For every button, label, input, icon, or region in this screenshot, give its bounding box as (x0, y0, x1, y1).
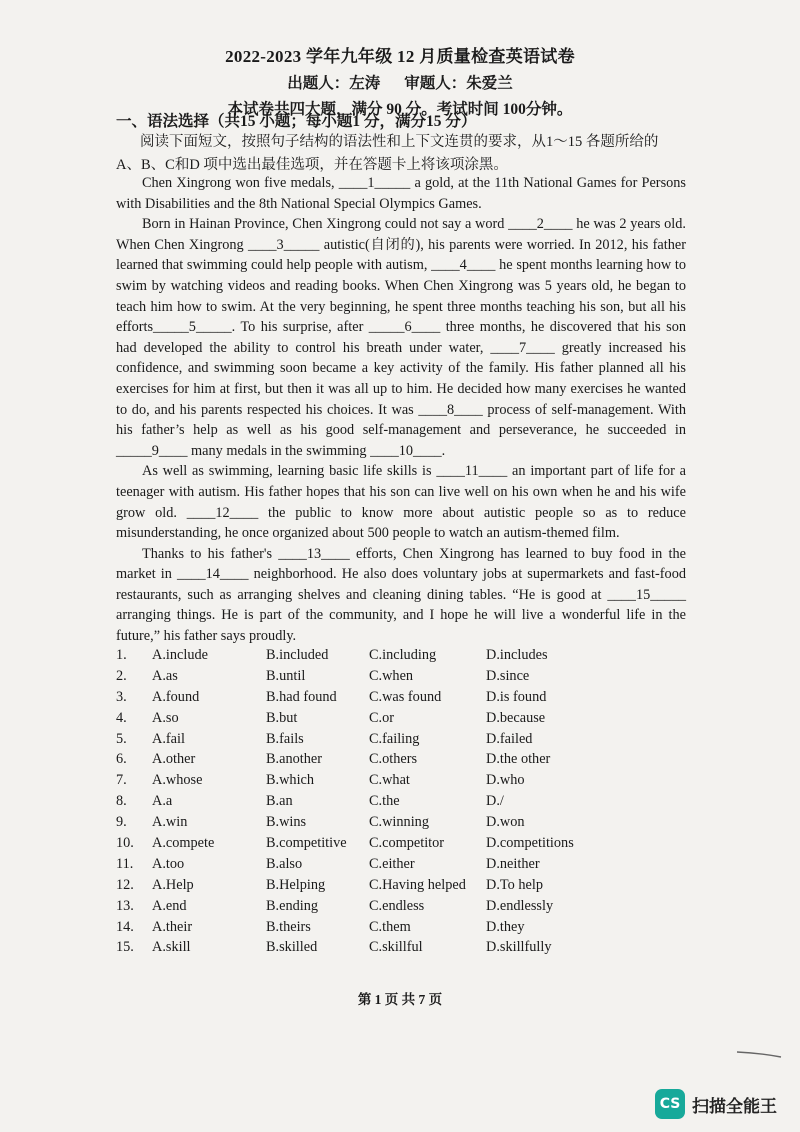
option-c: C.when (369, 667, 414, 684)
option-d: D.the other (486, 751, 551, 768)
option-b: B.which (266, 772, 315, 789)
option-a: A.Help (152, 876, 194, 893)
option-a: A.fail (152, 730, 185, 747)
author-name: 出题人：左涛 (287, 75, 381, 92)
option-d: D.neither (486, 855, 540, 872)
option-b: B.skilled (266, 939, 318, 956)
exam-intro: 本试卷共四大题，满分 90 分。考试时间 100分钟。 (227, 101, 573, 118)
option-c: C.either (369, 855, 415, 872)
option-row (116, 710, 716, 731)
option-d: D.won (486, 814, 525, 831)
option-d: D.they (486, 918, 525, 935)
option-b: B.fails (266, 730, 304, 747)
answer-options (116, 647, 716, 960)
option-row (116, 898, 716, 919)
scanner-app-name: 扫描全能王 (692, 1096, 777, 1117)
option-d: D.endlessly (486, 897, 554, 914)
option-a: A.found (152, 688, 200, 705)
option-d: D.is found (486, 688, 547, 705)
option-c: C.endless (369, 897, 425, 914)
camscanner-logo-icon: CS (655, 1089, 685, 1119)
option-c: C.others (369, 751, 418, 768)
option-a: A.as (152, 667, 178, 684)
option-c: C.or (369, 709, 395, 726)
section-heading: 一、语法选择（共15 小题；每小题1 分，满分15 分） (116, 113, 477, 130)
option-row (116, 814, 716, 835)
option-c: C.failing (369, 730, 420, 747)
question-number: 6. (116, 751, 127, 768)
option-a: A.whose (152, 772, 203, 789)
option-c: C.what (369, 772, 410, 789)
option-a: A.other (152, 751, 196, 768)
passage-paragraph: Chen Xingrong won five medals, ____1_____ a gold, at the 11th National Games for Persons with Disabilities and the 8th National Special Olympics Games. (116, 175, 686, 212)
question-number: 13. (116, 897, 134, 914)
option-row (116, 668, 716, 689)
scanner-watermark (655, 1087, 777, 1121)
section-instructions: 阅读下面短文，按照句子结构的语法性和上下文连贯的要求，从1～15 各题所给的 A、B、C和D 项中选出最佳选项，并在答题卡上将该项涂黑。 (116, 134, 659, 173)
option-b: B.theirs (266, 918, 311, 935)
option-b: B.Helping (266, 876, 326, 893)
option-c: C.including (369, 647, 437, 663)
question-number: 2. (116, 667, 127, 684)
option-row (116, 877, 716, 898)
exam-header (0, 42, 800, 119)
option-b: B.had found (266, 688, 337, 705)
option-row (116, 793, 716, 814)
question-number: 8. (116, 793, 127, 810)
exam-title: 2022-2023 学年九年级 12 月质量检查英语试卷 (225, 47, 575, 66)
option-a: A.a (152, 793, 173, 810)
option-d: D.since (486, 667, 530, 684)
reviewer-name: 审题人：朱爱兰 (404, 75, 513, 92)
pen-stroke-mark (735, 1050, 783, 1058)
option-c: C.them (369, 918, 411, 935)
option-a: A.win (152, 814, 188, 831)
option-row (116, 856, 716, 877)
option-d: D.because (486, 709, 546, 726)
option-row (116, 689, 716, 710)
option-d: D.skillfully (486, 939, 552, 956)
question-number: 12. (116, 876, 134, 893)
option-b: B.also (266, 855, 303, 872)
passage-paragraph: As well as swimming, learning basic life skills is ____11____ an important part of life for a teenager with autism. His father hopes that his son can live well on his own when he and his wife grow old. ____12____ the public to know more about autistic people so as to reduce misunderstanding, he once organized about 500 people to watch an autism-themed film. (116, 463, 686, 542)
question-number: 9. (116, 814, 127, 831)
option-c: C.Having helped (369, 876, 466, 893)
question-number: 3. (116, 688, 127, 705)
option-d: D.competitions (486, 835, 574, 852)
option-row (116, 835, 716, 856)
option-a: A.include (152, 647, 208, 663)
exam-authors (0, 71, 800, 93)
option-row (116, 647, 716, 668)
question-number: 4. (116, 709, 127, 726)
option-d: D.who (486, 772, 525, 789)
option-b: B.competitive (266, 835, 347, 852)
passage-paragraph: Thanks to his father's ____13____ efforts, Chen Xingrong has learned to buy food in the market in ____14____ neighborhood. He also does voluntary jobs at supermarkets and fast-food restaurants, such as arranging shelves and cleaning dining tables. “He is good at ____15_____ arranging things. He is part of the community, and I hope he will live a wonderful life in the future,” his father says proudly. (116, 545, 686, 645)
option-a: A.their (152, 918, 193, 935)
page-number: 第 1 页 共 7 页 (357, 992, 443, 1007)
option-row (116, 751, 716, 772)
question-number: 14. (116, 918, 134, 935)
option-a: A.compete (152, 835, 215, 852)
option-b: B.but (266, 709, 298, 726)
option-d: D.failed (486, 730, 533, 747)
option-a: A.too (152, 855, 185, 872)
option-c: C.competitor (369, 835, 445, 852)
question-number: 7. (116, 772, 127, 789)
question-number: 1. (116, 647, 127, 663)
question-number: 15. (116, 939, 134, 956)
question-number: 10. (116, 835, 134, 852)
option-d: D./ (486, 793, 504, 810)
option-a: A.end (152, 897, 187, 914)
option-row (116, 939, 716, 960)
option-b: B.ending (266, 897, 319, 914)
question-number: 5. (116, 730, 127, 747)
option-c: C.was found (369, 688, 442, 705)
option-row (116, 919, 716, 940)
option-c: C.winning (369, 814, 429, 831)
option-d: D.includes (486, 647, 548, 663)
option-b: B.wins (266, 814, 307, 831)
question-number: 11. (116, 855, 134, 872)
cloze-passage (116, 173, 686, 647)
option-a: A.so (152, 709, 179, 726)
option-c: C.the (369, 793, 400, 810)
option-row (116, 772, 716, 793)
option-b: B.another (266, 751, 322, 768)
option-b: B.until (266, 667, 306, 684)
option-a: A.skill (152, 939, 191, 956)
option-row (116, 731, 716, 752)
option-b: B.an (266, 793, 293, 810)
option-c: C.skillful (369, 939, 423, 956)
option-b: B.included (266, 647, 329, 663)
passage-paragraph: Born in Hainan Province, Chen Xingrong could not say a word ____2____ he was 2 years old. When Chen Xingrong ____3_____ autistic(自闭的), his parents were worried. In 2012, his father learned that swimming could help people with autism, ____4____ he spent months learning how to swim by watching videos and reading books. When Chen Xingrong was 5 years old, he began to teach him how to swim. At the very beginning, he spent three months teaching his son, but all his efforts_____5_____. To his surprise, after _____6____ three months, he discovered that his son had developed the ability to control his breath under water, ____7____ greatly increased his confidence, and swimming soon became a key activity of the family. His father planned all his exercises for him at first, but then it was all up to him. He decided how many exercises he wanted to do, and his parents respected his choices. It was ____8____ process of self-management. With his father’s help as well as his good self-management and perseverance, he succeeded in _____9____ many medals in the swimming ____10____. (116, 216, 686, 459)
option-d: D.To help (486, 876, 543, 893)
